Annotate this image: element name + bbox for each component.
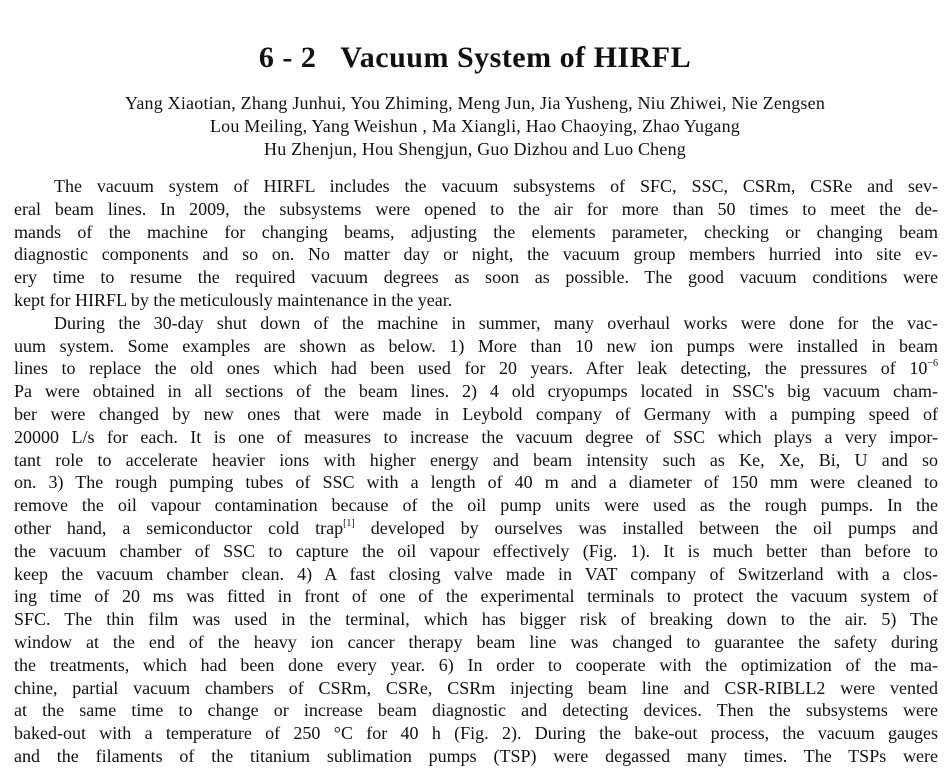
superscript: −6: [927, 358, 938, 370]
paragraph-line: baked-out with a temperature of 250 °C for 40 h (Fig. 2). During the bake-out process, the vacuum gauges: [14, 723, 938, 744]
paragraph-line: at the same time to change or increase beam diagnostic and detecting devices. Then the subsystems were: [14, 700, 938, 721]
author-line: Yang Xiaotian, Zhang Junhui, You Zhiming, Meng Jun, Jia Yusheng, Niu Zhiwei, Nie Zengsen: [124, 93, 826, 113]
section-number: 6 - 2: [258, 41, 317, 74]
paragraph-line: SFC. The thin film was used in the terminal, which has bigger risk of breaking down to the air. 5) The: [14, 609, 938, 630]
text-run: developed by ourselves was installed between the oil pumps and: [354, 517, 938, 538]
text-run: lines to replace the old ones which had been used for 20 years. After leak detecting, the pressures of 10: [14, 358, 928, 379]
paragraph-line: tant role to accelerate heavier ions with higher energy and beam intensity such as Ke, Xe, Bi, U and so: [14, 449, 938, 470]
paragraph-line: [14, 517, 938, 540]
text-run: other hand, a semiconductor cold trap: [14, 517, 344, 538]
paragraph-line: on. 3) The rough pumping tubes of SSC with a length of 40 m and a diameter of 150 mm were cleaned to: [14, 472, 938, 493]
paragraph-line: the treatments, which had been done every year. 6) In order to cooperate with the optimization of the ma-: [14, 654, 938, 675]
author-line: Hu Zhenjun, Hou Shengjun, Guo Dizhou and Luo Cheng: [264, 139, 686, 159]
paragraph-line: diagnostic components and so on. No matter day or night, the vacuum group members hurried into site ev-: [14, 244, 938, 265]
paragraph-line: kept for HIRFL by the meticulously maintenance in the year.: [14, 289, 453, 310]
body-text: [14, 175, 938, 768]
paragraph-line: uum system. Some examples are shown as below. 1) More than 10 new ion pumps were installed in beam: [14, 335, 938, 356]
paragraph-line: ber were changed by new ones that were made in Leybold company of Germany with a pumping speed of: [14, 403, 938, 424]
paragraph-line: remove the oil vapour contamination because of the oil pump units were used as the rough pumps. In the: [14, 495, 938, 516]
paragraph-line: eral beam lines. In 2009, the subsystems were opened to the air for more than 50 times to meet the de-: [14, 198, 938, 219]
paragraph-line: ing time of 20 ms was fitted in front of one of the experimental terminals to protect the vacuum system of: [14, 586, 938, 607]
paragraph-line: keep the vacuum chamber clean. 4) A fast closing valve made in VAT company of Switzerland with a clos-: [14, 563, 938, 584]
paragraph-line: 20000 L/s for each. It is one of measures to increase the vacuum degree of SSC which plays a very impor-: [14, 426, 938, 447]
paragraph-line: The vacuum system of HIRFL includes the vacuum subsystems of SFC, SSC, CSRm, CSRe and sev-: [54, 176, 938, 196]
paragraph-line: [14, 357, 938, 380]
author-list: [0, 92, 950, 161]
author-line: Lou Meiling, Yang Weishun , Ma Xiangli, Hao Chaoying, Zhao Yugang: [209, 116, 740, 136]
section-title: Vacuum System of HIRFL: [340, 41, 692, 74]
paragraph-line: window at the end of the heavy ion cancer therapy beam line was changed to guarantee the safety during: [14, 631, 938, 652]
paragraph-line: chine, partial vacuum chambers of CSRm, CSRe, CSRm injecting beam line and CSR-RIBLL2 were vented: [14, 677, 938, 698]
paragraph-line: Pa were obtained in all sections of the beam lines. 2) 4 old cryopumps located in SSC's big vacuum cham-: [14, 381, 938, 402]
paragraph-line: During the 30-day shut down of the machine in summer, many overhaul works were done for the vac-: [54, 312, 938, 333]
paragraph-line: and the filaments of the titanium sublimation pumps (TSP) were degassed many times. The TSPs were: [14, 745, 938, 766]
citation-ref[interactable]: [1]: [343, 517, 355, 529]
paragraph-line: mands of the machine for changing beams, adjusting the elements parameter, checking or changing beam: [14, 221, 938, 242]
paragraph-line: the vacuum chamber of SSC to capture the oil vapour effectively (Fig. 1). It is much better than before to: [14, 540, 938, 561]
page-title: [0, 38, 950, 78]
paragraph-line: ery time to resume the required vacuum degrees as soon as possible. The good vacuum conditions were: [14, 267, 938, 288]
